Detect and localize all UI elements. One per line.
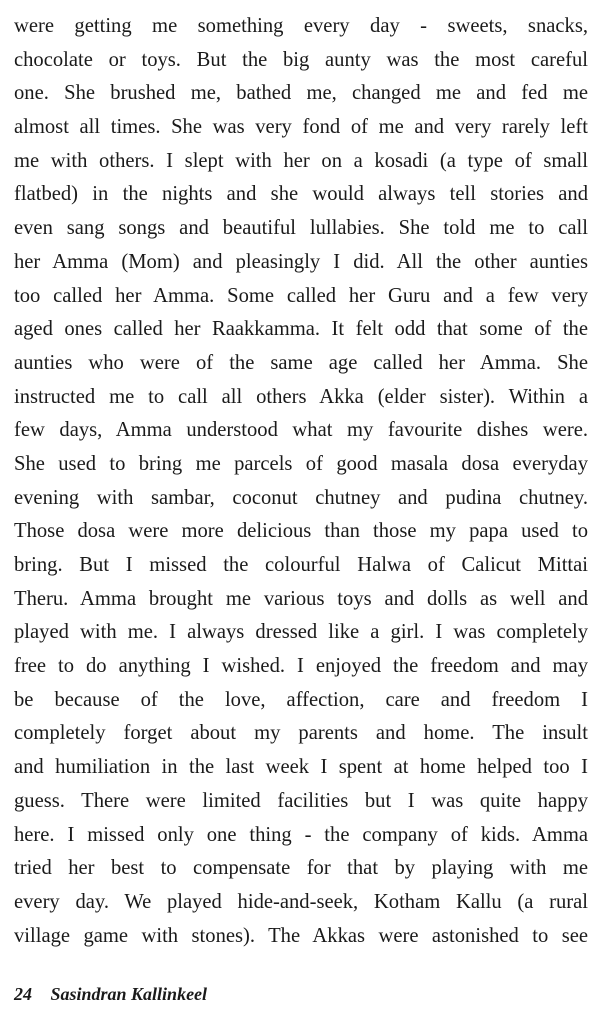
text-line: She used to bring me parcels of good masala dosa everyday xyxy=(14,452,588,475)
text-line: Those dosa were more delicious than those my papa used to xyxy=(14,520,588,543)
text-line: played with me. I always dressed like a girl. I was completely xyxy=(14,621,588,644)
text-line: Theru. Amma brought me various toys and dolls as well and xyxy=(14,587,588,610)
page-footer xyxy=(14,984,207,1005)
text-line: were getting me something every day - sweets, snacks, xyxy=(14,15,588,37)
text-line: guess. There were limited facilities but I was quite happy xyxy=(14,789,588,812)
text-line: be because of the love, affection, care and freedom I xyxy=(14,688,588,711)
text-line: flatbed) in the nights and she would always tell stories and xyxy=(14,183,588,206)
text-line: me with others. I slept with her on a kosadi (a type of small xyxy=(14,149,588,172)
text-line: bring. But I missed the colourful Halwa of Calicut Mittai xyxy=(14,554,588,576)
text-line: completely forget about my parents and home. The insult xyxy=(14,722,588,745)
page-number: 24 xyxy=(14,984,32,1004)
text-line: aunties who were of the same age called her Amma. She xyxy=(14,351,588,374)
text-line: instructed me to call all others Akka (elder sister). Within a xyxy=(14,385,588,408)
text-line: and humiliation in the last week I spent at home helped too I xyxy=(14,756,588,779)
text-line: every day. We played hide-and-seek, Kotham Kallu (a rural xyxy=(14,890,588,913)
text-line: one. She brushed me, bathed me, changed me and fed me xyxy=(14,82,588,105)
text-line: village game with stones). The Akkas were astonished to see xyxy=(14,924,588,947)
author-name: Sasindran Kallinkeel xyxy=(50,984,208,1004)
text-line: aged ones called her Raakkamma. It felt odd that some of the xyxy=(14,318,588,341)
text-line: her Amma (Mom) and pleasingly I did. All the other aunties xyxy=(14,250,588,273)
text-line: too called her Amma. Some called her Guru and a few very xyxy=(14,284,588,307)
text-line: evening with sambar, coconut chutney and pudina chutney. xyxy=(14,486,588,509)
text-line: tried her best to compensate for that by playing with me xyxy=(14,857,588,880)
body-text xyxy=(14,10,588,953)
text-line: chocolate or toys. But the big aunty was the most careful xyxy=(14,48,588,71)
text-line: even sang songs and beautiful lullabies. She told me to call xyxy=(14,217,588,240)
text-line: almost all times. She was very fond of me and very rarely left xyxy=(14,116,588,139)
text-line: here. I missed only one thing - the company of kids. Amma xyxy=(14,823,588,846)
text-line: free to do anything I wished. I enjoyed the freedom and may xyxy=(14,655,588,678)
text-line: few days, Amma understood what my favourite dishes were. xyxy=(14,419,588,442)
